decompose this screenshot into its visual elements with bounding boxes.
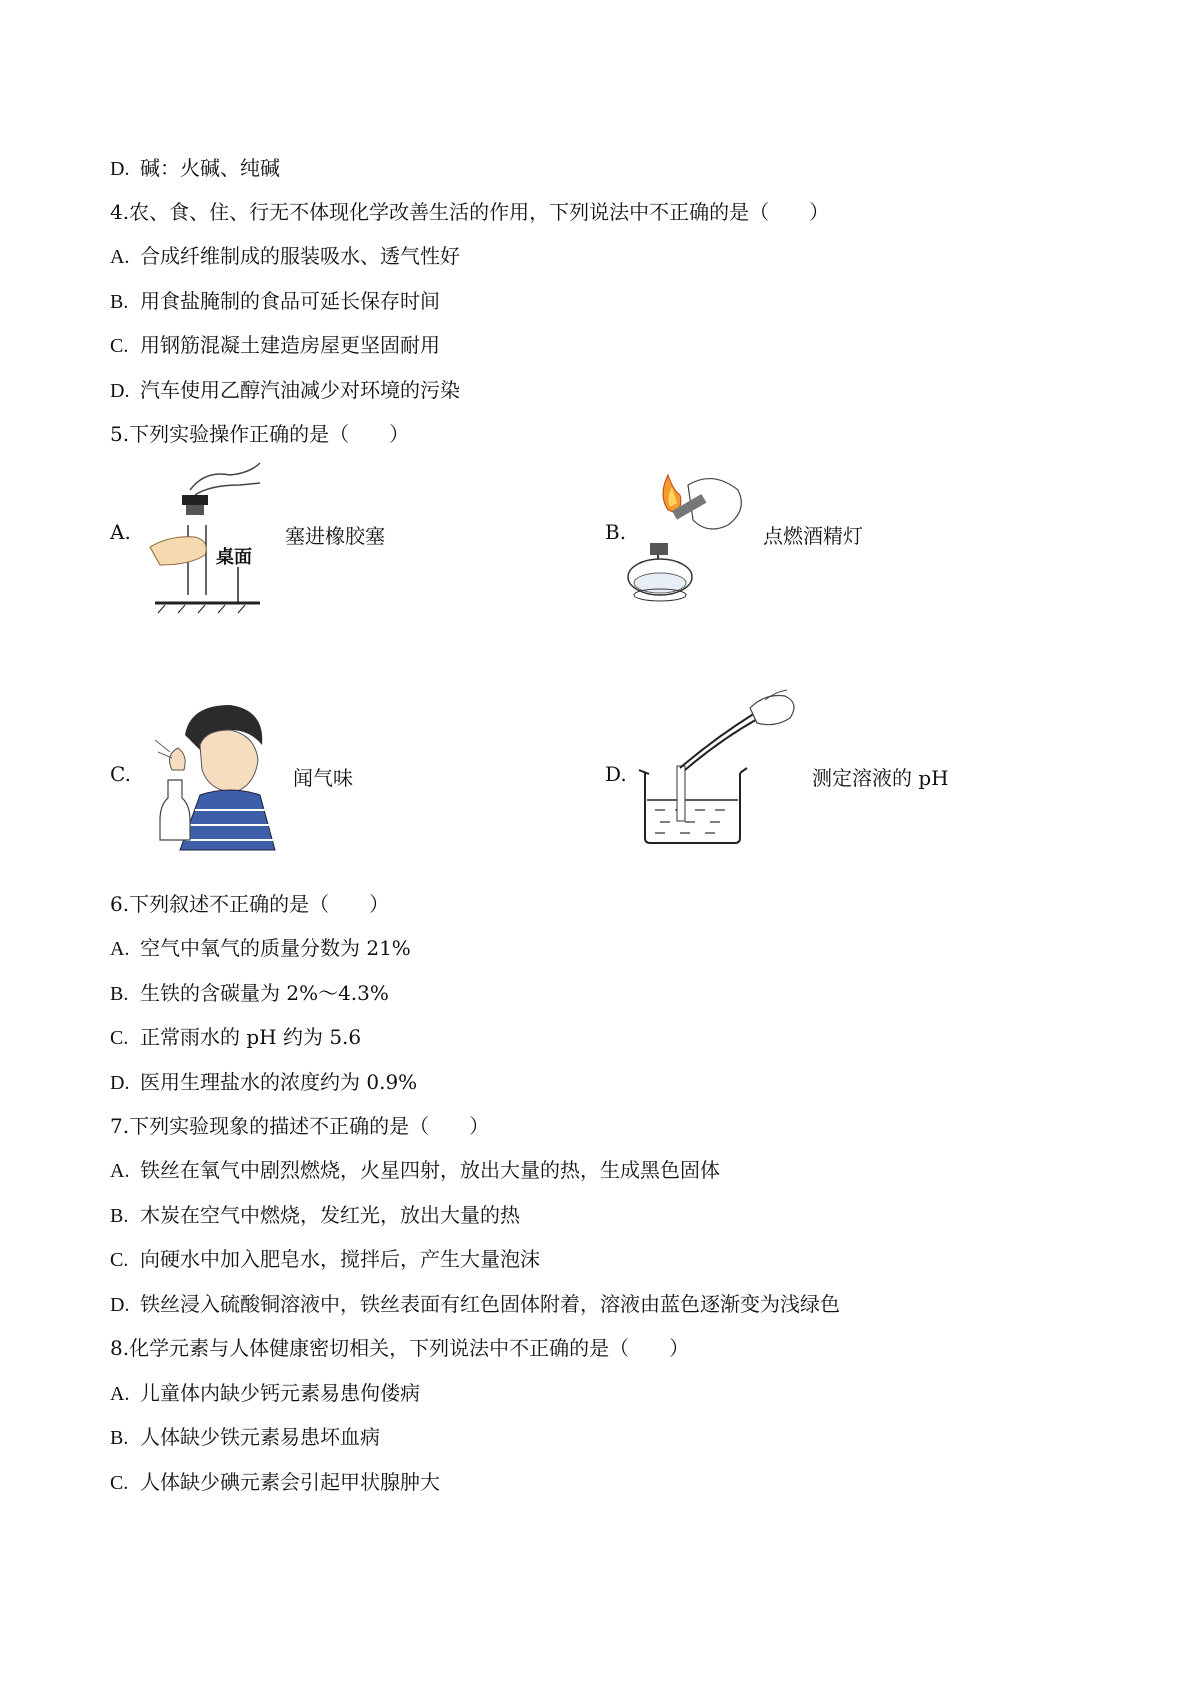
option-text: 用食盐腌制的食品可延长保存时间 [140, 289, 440, 313]
table-label: 桌面 [216, 547, 252, 568]
option-text: 木炭在空气中燃烧，发红光，放出大量的热 [140, 1203, 520, 1227]
q6-stem: 6.下列叙述不正确的是（ ） [110, 892, 390, 916]
q6-option-d [110, 1069, 417, 1096]
q4-option-c [110, 332, 440, 359]
q7-option-a [110, 1157, 720, 1184]
q6-option-c [110, 1024, 361, 1051]
option-text: 用钢筋混凝土建造房屋更坚固耐用 [140, 333, 440, 357]
q3-option-d [110, 155, 280, 182]
option-text: 儿童体内缺少钙元素易患佝偻病 [140, 1381, 420, 1405]
q4-option-a [110, 243, 460, 270]
q4-stem: 4.农、食、住、行无不体现化学改善生活的作用，下列说法中不正确的是（ ） [110, 200, 830, 224]
q6-option-a [110, 935, 411, 962]
option-letter: B. [110, 291, 129, 313]
q7-option-d [110, 1291, 840, 1318]
option-text: 铁丝在氧气中剧烈燃烧，火星四射，放出大量的热，生成黑色固体 [140, 1158, 720, 1182]
q8-stem: 8.化学元素与人体健康密切相关，下列说法中不正确的是（ ） [110, 1336, 690, 1360]
option-letter: C. [110, 1472, 129, 1494]
option-caption: 测定溶液的 pH [812, 766, 949, 790]
option-text: 向硬水中加入肥皂水，搅拌后，产生大量泡沫 [140, 1247, 540, 1271]
option-letter: A. [110, 1383, 130, 1405]
alcohol-lamp-icon [628, 465, 753, 605]
option-letter: A. [110, 520, 131, 544]
option-letter: B. [605, 520, 627, 544]
option-letter: C. [110, 1027, 129, 1049]
test-tube-stopper-icon [150, 455, 290, 615]
q7-option-c [110, 1246, 540, 1273]
option-letter: C. [110, 1249, 129, 1271]
option-letter: A. [110, 1160, 130, 1182]
q8-option-a [110, 1380, 420, 1407]
option-text: 空气中氧气的质量分数为 21% [140, 936, 411, 960]
option-text: 合成纤维制成的服装吸水、透气性好 [140, 244, 460, 268]
q4-option-d [110, 377, 460, 404]
option-text: 人体缺少铁元素易患坏血病 [140, 1425, 380, 1449]
option-text: 人体缺少碘元素会引起甲状腺肿大 [140, 1470, 440, 1494]
q4-option-b [110, 288, 440, 315]
option-caption: 闻气味 [293, 766, 353, 790]
option-text: 生铁的含碳量为 2%～4.3% [140, 981, 389, 1005]
option-letter: B. [110, 983, 129, 1005]
q5-stem: 5.下列实验操作正确的是（ ） [110, 422, 410, 446]
beaker-ph-icon [635, 688, 805, 848]
option-letter: A. [110, 246, 130, 268]
q6-option-b [110, 980, 389, 1007]
option-letter: C. [110, 335, 129, 357]
option-caption: 点燃酒精灯 [763, 524, 863, 548]
option-letter: D. [110, 380, 130, 402]
smelling-person-icon [150, 700, 290, 850]
q8-option-c [110, 1469, 440, 1496]
option-text: 正常雨水的 pH 约为 5.6 [140, 1025, 362, 1049]
option-text: 铁丝浸入硫酸铜溶液中，铁丝表面有红色固体附着，溶液由蓝色逐渐变为浅绿色 [140, 1292, 840, 1316]
q7-stem: 7.下列实验现象的描述不正确的是（ ） [110, 1114, 490, 1138]
option-letter: D. [110, 158, 130, 180]
option-text: 碱：火碱、纯碱 [140, 156, 280, 180]
option-letter: D. [605, 762, 627, 786]
option-caption: 塞进橡胶塞 [285, 524, 385, 548]
option-text: 医用生理盐水的浓度约为 0.9% [140, 1070, 418, 1094]
option-letter: D. [110, 1072, 130, 1094]
option-letter: C. [110, 762, 131, 786]
q8-option-b [110, 1424, 380, 1451]
option-letter: D. [110, 1294, 130, 1316]
option-text: 汽车使用乙醇汽油减少对环境的污染 [140, 378, 460, 402]
option-letter: A. [110, 938, 130, 960]
option-letter: B. [110, 1205, 129, 1227]
option-letter: B. [110, 1427, 129, 1449]
q7-option-b [110, 1202, 520, 1229]
